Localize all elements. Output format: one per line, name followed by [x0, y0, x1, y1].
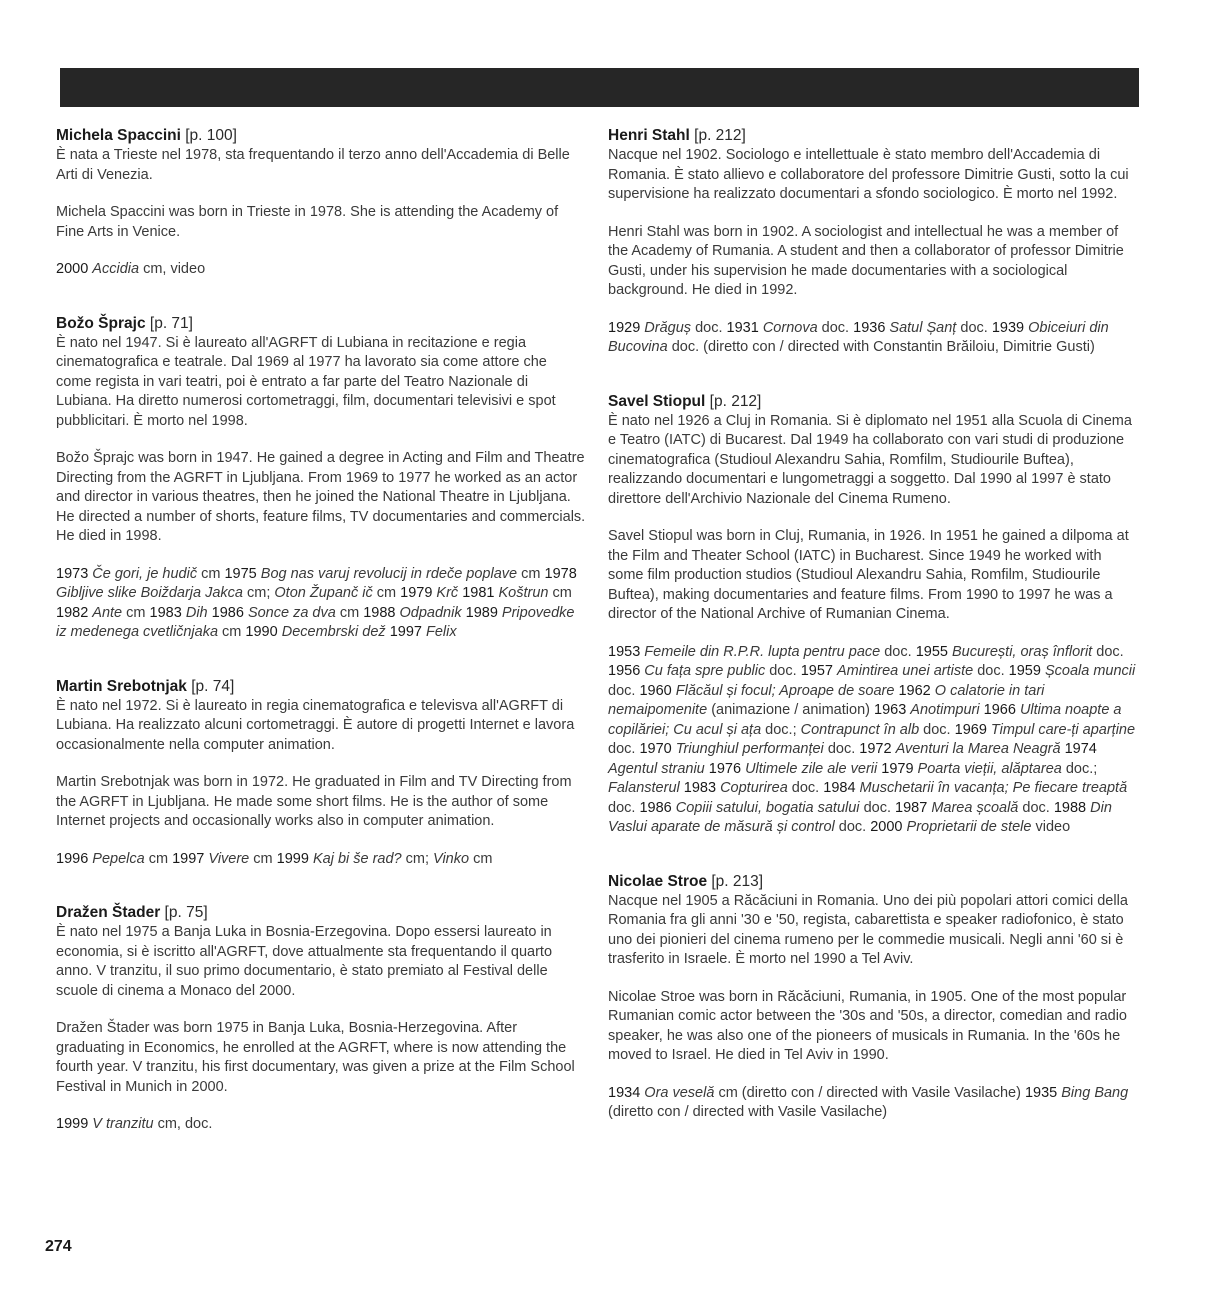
- film-year: 1983: [149, 604, 182, 621]
- film-title: Școala muncii: [1044, 663, 1136, 679]
- film-title: Ultimele zile ale verii: [745, 760, 878, 777]
- film-year: 1931: [726, 319, 759, 336]
- film-year: 1935: [1024, 1084, 1058, 1101]
- film-note: doc.: [827, 741, 856, 757]
- page-number: 274: [45, 1238, 72, 1255]
- film-year: 1970: [639, 741, 672, 757]
- person-name: Nicolae Stroe: [608, 872, 708, 890]
- left-column: [56, 126, 586, 1169]
- film-title: Aventuri la Marea Neagră: [895, 741, 1061, 757]
- film-year: 1974: [1064, 741, 1097, 757]
- film-year: 1986: [639, 799, 672, 816]
- film-title: Falansterul: [608, 780, 680, 796]
- film-title: Sonce za dva: [247, 604, 336, 621]
- filmography: [56, 565, 586, 643]
- biography-italian: È nato nel 1972. Si è laureato in regia cinematografica e televisva all'AGRFT di Lubiana. Ha realizzato alcuni cortometraggi. È autore di progetti Internet e lavora occasionalmente nella computer animation.: [56, 697, 575, 753]
- film-year: 1960: [639, 682, 672, 699]
- film-note: cm: [201, 565, 221, 582]
- film-year: 1972: [859, 741, 892, 757]
- biography-italian: È nato nel 1947. Si è laureato all'AGRFT di Lubiana in recitazione e regia cinematografica e teatrale. Dal 1969 al 1977 ha lavorato sia come attore che come regista in vari teatri, poi è entrato a far parte del Teatro Nazionale di Lubiana. Ha diretto numerosi cortometraggi, film, documentari televisivi e spot pubblicitari. È morto nel 1998.: [56, 334, 556, 429]
- film-title: Din Vaslui aparate de măsură și control: [608, 799, 1112, 835]
- filmography: [608, 319, 1138, 358]
- film-year: 1969: [954, 721, 987, 738]
- entry-heading: [608, 392, 1138, 412]
- film-year: 1959: [1008, 663, 1041, 679]
- film-title: Muschetarii în vacanța; Pe fiecare treaptă: [859, 780, 1128, 796]
- film-title: Triunghiul performanței: [675, 741, 824, 757]
- film-note: cm: [521, 565, 541, 582]
- entry-heading: [56, 677, 586, 697]
- film-note: video: [1035, 819, 1071, 835]
- film-note: (animazione / animation): [711, 702, 870, 718]
- film-title: Amintirea unei artiste: [836, 663, 974, 679]
- film-title: Cornova: [762, 319, 818, 336]
- bio-entry: [56, 126, 586, 280]
- film-title: Vinko: [433, 850, 470, 867]
- film-title: O calatorie in tari nemaipomenite: [608, 682, 1045, 718]
- filmography: [56, 1115, 586, 1135]
- film-title: Agentul straniu: [608, 760, 705, 777]
- film-note: doc.: [695, 319, 723, 336]
- film-title: Obiceiuri din Bucovina: [608, 319, 1109, 355]
- film-title: Odpadnik: [399, 604, 462, 621]
- bio-entry: [608, 126, 1138, 358]
- film-year: 1963: [874, 702, 907, 718]
- film-note: doc.: [838, 819, 867, 835]
- film-title: Copturirea: [720, 780, 788, 796]
- film-note: cm;: [247, 585, 271, 601]
- film-title: V tranzitu: [92, 1116, 154, 1132]
- entry-heading: [56, 126, 586, 146]
- person-name: Savel Stiopul: [608, 392, 706, 410]
- person-name: Michela Spaccini: [56, 127, 181, 144]
- film-title: Ultima noapte a copilăriei; Cu acul și ața: [608, 702, 1122, 738]
- entry-heading: [56, 314, 586, 334]
- film-title: Anotimpuri: [910, 702, 980, 718]
- bio-entry: [56, 314, 586, 643]
- film-note: doc.: [977, 663, 1005, 679]
- film-year: 1997: [389, 624, 422, 640]
- film-title: Flăcăul și focul; Aproape de soare: [675, 682, 895, 699]
- film-note: doc.: [791, 780, 820, 796]
- film-year: 1988: [1053, 799, 1087, 816]
- biography-italian: È nato nel 1926 a Cluj in Romania. Si è diplomato nel 1951 alla Scuola di Cinema e Teatro (IATC) di Bucarest. Dal 1949 ha collaborato con vari studi di produzione cinematografica (Studioul Alexandru Sahia, Romfilm, Studiourile Buftea), realizzando documentari e lungometraggi a soggetto. Dal 1990 al 1997 è stato direttore dell'Archivio Nazionale del Cinema Rumeno.: [608, 412, 1132, 507]
- film-year: 1999: [276, 850, 309, 867]
- film-year: 1953: [608, 643, 641, 660]
- film-title: Decembrski dež: [281, 624, 386, 640]
- film-year: 1934: [608, 1084, 641, 1101]
- film-note: cm: [339, 604, 360, 621]
- film-year: 1983: [683, 780, 717, 796]
- biography-english: Martin Srebotnjak was born in 1972. He graduated in Film and TV Directing from the AGRFT in Ljubljana. He made some short films. He is the author of some Internet projects and occasionally works also in computer animation.: [56, 774, 572, 829]
- film-year: 1999: [56, 1116, 89, 1132]
- film-title: Copiii satului, bogatia satului: [675, 799, 860, 816]
- bio-entry: [56, 903, 586, 1135]
- film-note: doc.: [821, 319, 850, 336]
- film-title: Contrapunct în alb: [800, 721, 920, 738]
- bio-entry: [608, 392, 1138, 838]
- entry-heading: [608, 872, 1138, 892]
- page-reference: [p. 213]: [711, 872, 764, 890]
- page-reference: [p. 75]: [164, 904, 208, 921]
- film-year: 1984: [823, 780, 856, 796]
- film-note: cm, video: [143, 261, 206, 277]
- film-note: doc. (diretto con / directed with Constantin Brăiloiu, Dimitrie Gusti): [671, 339, 1095, 355]
- person-name: Božo Šprajc: [56, 314, 146, 332]
- film-title: Vivere: [208, 850, 250, 867]
- film-title: Femeile din R.P.R. lupta pentru pace: [644, 643, 881, 660]
- filmography: [56, 850, 586, 870]
- biography-english: Dražen Štader was born 1975 in Banja Luka, Bosnia-Herzegovina. After graduating in Economics, he enrolled at the AGRFT, where is now attending the fourth year. V tranzitu, his first documentary, was given a prize at the Film School Festival in Munich in 2000.: [56, 1020, 575, 1095]
- film-note: cm: [253, 850, 273, 867]
- film-note: doc.: [608, 682, 636, 699]
- film-year: 1988: [363, 604, 396, 621]
- film-year: 1982: [56, 604, 89, 621]
- filmography: [56, 260, 586, 280]
- page-reference: [p. 212]: [694, 127, 746, 144]
- film-title: Timpul care-ți aparține: [990, 721, 1136, 738]
- film-year: 1996: [56, 850, 89, 867]
- film-title: Koštrun: [498, 585, 549, 601]
- page-reference: [p. 100]: [185, 127, 237, 144]
- biography-english: Michela Spaccini was born in Trieste in 1978. She is attending the Academy of Fine Arts in Venice.: [56, 204, 559, 240]
- film-note: (diretto con / directed with Vasile Vasilache): [608, 1104, 888, 1120]
- film-year: 1986: [211, 604, 244, 621]
- entry-heading: [56, 903, 586, 923]
- biography-italian: È nato nel 1975 a Banja Luka in Bosnia-Erzegovina. Dopo essersi laureato in economia, si è iscritto all'AGRFT, dove attualmente sta frequentando il quarto anno. V tranzitu, il suo primo documentario, è stato premiato al Festival delle scuole di cinema a Monaco del 2000.: [56, 924, 553, 999]
- film-note: cm: [148, 850, 169, 867]
- film-year: 1966: [983, 702, 1016, 718]
- film-note: doc.: [1022, 799, 1050, 816]
- film-note: cm: [376, 585, 397, 601]
- film-title: Satul Șanț: [889, 319, 957, 336]
- film-note: cm;: [405, 850, 430, 867]
- film-title: Ora veselă: [644, 1084, 715, 1101]
- page-reference: [p. 74]: [191, 677, 235, 695]
- film-note: doc.: [608, 741, 636, 757]
- biography-english: Henri Stahl was born in 1902. A sociologist and intellectual he was a member of the Academy of Rumania. A student and then a collaborator of professor Dimitrie Gusti, under his supervision he made documentaries with a sociological background. He died in 1992.: [608, 223, 1124, 298]
- film-year: 1979: [400, 585, 433, 601]
- filmography: [608, 1084, 1138, 1123]
- filmography: [608, 643, 1138, 838]
- film-year: 1973: [56, 565, 89, 582]
- film-title: Cu fața spre public: [644, 663, 766, 679]
- biography-italian: È nata a Trieste nel 1978, sta frequentando il terzo anno dell'Accademia di Belle Arti di Venezia.: [56, 147, 570, 183]
- film-note: doc.: [884, 643, 912, 660]
- person-name: Martin Srebotnjak: [56, 677, 187, 695]
- film-title: Gibljive slike Boiždarja Jakca: [56, 585, 243, 601]
- person-name: Henri Stahl: [608, 127, 690, 144]
- film-title: Felix: [426, 624, 457, 640]
- film-year: 1997: [172, 850, 205, 867]
- film-title: Bing Bang: [1061, 1084, 1129, 1101]
- film-note: cm (diretto con / directed with Vasile Vasilache): [718, 1084, 1021, 1101]
- film-year: 2000: [56, 261, 89, 277]
- page-reference: [p. 71]: [149, 314, 193, 332]
- film-note: cm, doc.: [157, 1116, 213, 1132]
- film-title: Kaj bi še rad?: [312, 850, 402, 867]
- film-year: 1976: [708, 760, 742, 777]
- biography-english: Božo Šprajc was born in 1947. He gained a degree in Acting and Film and Theatre Directing from the AGRFT in Ljubljana. From 1969 to 1977 he worked as an actor and director in various theatres, then he joined the National Theatre in Ljubljana. He directed a number of shorts, feature films, TV documentaries and commercials. He died in 1998.: [56, 450, 586, 544]
- film-year: 1975: [224, 565, 257, 582]
- film-title: Če gori, je hudič: [92, 565, 198, 582]
- film-year: 1989: [465, 604, 498, 621]
- film-year: 1979: [881, 760, 914, 777]
- film-title: Marea școală: [931, 799, 1019, 816]
- bio-entry: [56, 677, 586, 870]
- film-title: Proprietarii de stele: [906, 819, 1032, 835]
- film-year: 1956: [608, 663, 641, 679]
- biography-english: Savel Stiopul was born in Cluj, Rumania, in 1926. In 1951 he gained a dilpoma at the Film and Theater School (IATC) in Bucharest. Since 1949 he worked with some film production studios (Studioul Alexandru Sahia, Romfilm, Studiourile Buftea), making documentaries and feature films. From 1990 to 1997 he was a director of the National Archive of Rumanian Cinema.: [608, 528, 1129, 622]
- film-title: Accidia: [92, 261, 140, 277]
- film-title: Poarta vieții, alăptarea: [917, 760, 1062, 777]
- bio-entry: [608, 872, 1138, 1123]
- film-year: 2000: [870, 819, 903, 835]
- biography-italian: Nacque nel 1902. Sociologo e intellettuale è stato membro dell'Accademia di Romania. È stato allievo e collaboratore del professore Dimitrie Gusti, sotto la cui supervisione ha realizzato documentari a sfondo sociologico. È morto nel 1992.: [608, 147, 1129, 202]
- entry-heading: [608, 126, 1138, 146]
- film-year: 1962: [898, 682, 931, 699]
- film-title: Ante: [92, 604, 123, 621]
- person-name: Dražen Štader: [56, 904, 161, 921]
- film-note: doc.: [608, 799, 636, 816]
- film-note: doc.: [863, 799, 891, 816]
- page-reference: [p. 212]: [709, 392, 762, 410]
- film-year: 1990: [245, 624, 278, 640]
- film-note: cm: [222, 624, 242, 640]
- film-note: cm: [126, 604, 146, 621]
- film-title: București, oraș înflorit: [951, 643, 1093, 660]
- film-year: 1936: [853, 319, 886, 336]
- biography-english: Nicolae Stroe was born in Răcăciuni, Rumania, in 1905. One of the most popular Rumanian comic actor between the '30s and '50s, a director, comedian and radio speaker, he was also one of the pioneers of musicals in Rumania. In the '60s he moved to Israel. He died in Tel Aviv in 1990.: [608, 988, 1127, 1063]
- film-title: Dih: [185, 604, 208, 621]
- film-note: doc.: [960, 319, 988, 336]
- film-year: 1987: [895, 799, 928, 816]
- film-note: doc.: [923, 721, 951, 738]
- film-title: Oton Županč ič: [274, 585, 373, 601]
- film-title: Krč: [436, 585, 459, 601]
- header-bar: [60, 68, 1139, 107]
- film-year: 1929: [608, 319, 641, 336]
- right-column: [608, 126, 1138, 1157]
- film-note: cm: [473, 850, 493, 867]
- film-title: Drăguș: [644, 319, 692, 336]
- film-year: 1939: [991, 319, 1025, 336]
- film-note: cm: [552, 585, 572, 601]
- film-title: Pepelca: [92, 850, 145, 867]
- film-title: Pripovedke iz medenega cvetličnjaka: [56, 604, 575, 640]
- film-year: 1981: [462, 585, 495, 601]
- film-note: doc.;: [765, 721, 797, 738]
- film-title: Bog nas varuj revolucij in rdeče poplave: [260, 565, 518, 582]
- film-note: doc.: [769, 663, 797, 679]
- film-note: doc.: [1096, 643, 1124, 660]
- biography-italian: Nacque nel 1905 a Răcăciuni in Romania. Uno dei più popolari attori comici della Romania fra gli anni '30 e '50, regista, cabarettista e speaker radiofonico, è stato uno dei pionieri del cinema rumeno per le commedie musicali. Negli anni '60 si è trasferito in Israele. È morto nel 1990 a Tel Aviv.: [608, 892, 1128, 967]
- film-year: 1978: [544, 565, 577, 582]
- film-note: doc.;: [1065, 760, 1098, 777]
- film-year: 1955: [915, 643, 948, 660]
- film-year: 1957: [800, 663, 833, 679]
